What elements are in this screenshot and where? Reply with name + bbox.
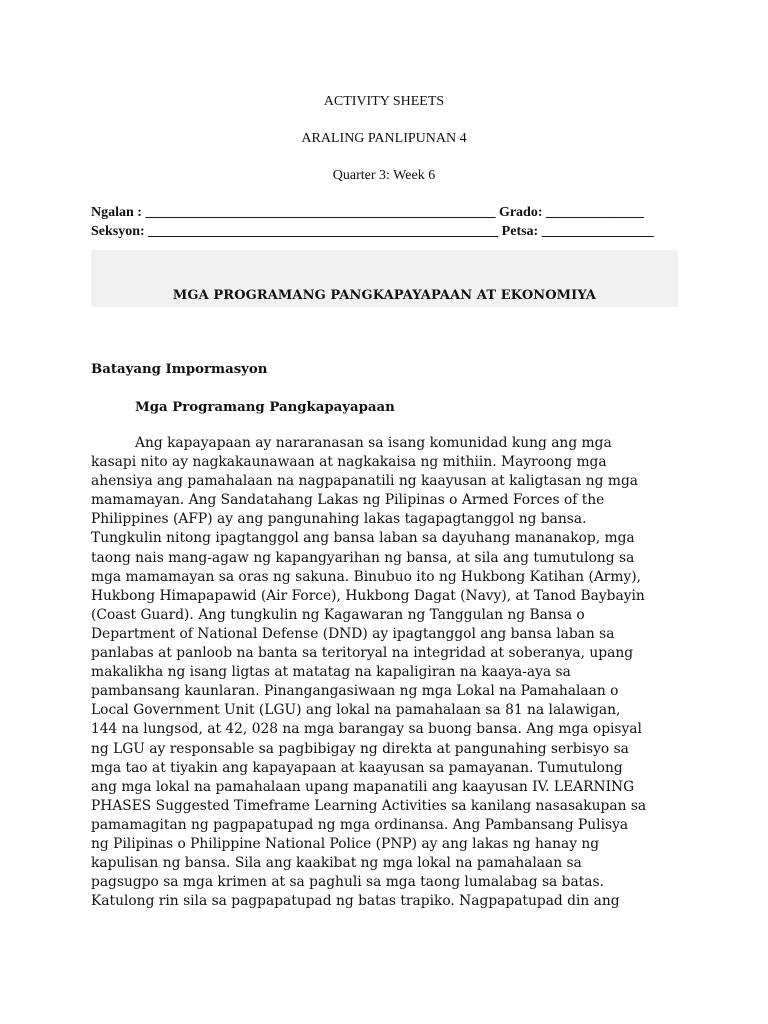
topic-banner-title: MGA PROGRAMANG PANGKAPAYAPAAN AT EKONOMIYA — [172, 288, 597, 303]
paragraph-line: 144 na lungsod, at 42, 028 na mga barangay sa buong bansa. Ang mga opisyal — [91, 721, 642, 738]
section-heading: Batayang Impormasyon — [91, 362, 268, 377]
paragraph-line: pamamagitan ng pagpapatupad ng mga ordinansa. Ang Pambansang Pulisya — [91, 816, 629, 833]
paragraph-line: ahensiya ang pamahalaan na nagpapanatili ng kaayusan at kaligtasan ng mga — [91, 473, 638, 490]
paragraph-line: taong nais mang-agaw ng kapangyarihan ng bansa, at sila ang tumutulong sa — [91, 549, 635, 566]
paragraph-line: kasapi nito ay nagkakaunawaan at nagkakaisa ng mithiin. Mayroong mga — [91, 454, 607, 471]
paragraph-line: makalikha ng isang ligtas at matatag na kapaligiran na kaaya-aya sa — [91, 664, 571, 681]
paragraph-line: pagsugpo sa mga krimen at sa paghuli sa mga taong lumalabag sa batas. — [91, 874, 604, 891]
paragraph-line: (Coast Guard). Ang tungkulin ng Kagawaran ng Tanggulan ng Bansa o — [91, 606, 585, 623]
paragraph-line: mamamayan. Ang Sandatahang Lakas ng Pilipinas o Armed Forces of the — [91, 492, 605, 509]
paragraph-line: Hukbong Himapapawid (Air Force), Hukbong Dagat (Navy), at Tanod Baybayin — [91, 587, 645, 604]
paragraph-line: mga tao at tiyakin ang kapayapaan at kaayusan sa pamayanan. Tumutulong — [91, 759, 623, 776]
paragraph-line: mga mamamayan sa oras ng sakuna. Binubuo ito ng Hukbong Katihan (Army), — [91, 568, 642, 585]
topic-banner — [91, 250, 678, 307]
paragraph-line: panlabas at panloob na banta sa teritoryal na integridad at soberanya, upang — [91, 645, 634, 662]
paragraph-line: ang mga lokal na pamahalaan upang mapanatili ang kaayusan IV. LEARNING — [91, 778, 635, 795]
paragraph-line: ng LGU ay responsable sa pagbibigay ng direkta at pangunahing serbisyo sa — [91, 740, 629, 757]
paragraph-line: kapulisan ng bansa. Sila ang kaakibat ng mga lokal na pamahalaan sa — [91, 855, 582, 872]
paragraph-line: Department of National Defense (DND) ay ipagtanggol ang bansa laban sa — [91, 625, 615, 642]
paragraph-line: Ang kapayapaan ay nararanasan sa isang komunidad kung ang mga — [135, 435, 612, 451]
document-title: ACTIVITY SHEETS — [323, 94, 445, 109]
section-subheading: Mga Programang Pangkapayapaan — [135, 400, 395, 415]
paragraph-line: pambansang kaunlaran. Pinangangasiwaan ng mga Lokal na Pamahalaan o — [91, 683, 619, 700]
paragraph-line: ng Pilipinas o Philippine National Police (PNP) ay ang lakas ng hanay ng — [91, 835, 600, 852]
quarter-week-label: Quarter 3: Week 6 — [332, 168, 436, 183]
paragraph-line: Katulong rin sila sa pagpapatupad ng batas trapiko. Nagpapatupad din ang — [91, 893, 620, 910]
paragraph-line: Tungkulin nitong ipagtanggol ang bansa laban sa dayuhang mananakop, mga — [91, 530, 635, 547]
subject-title: ARALING PANLIPUNAN 4 — [301, 131, 467, 146]
body-paragraph — [91, 434, 691, 911]
paragraph-line: Philippines (AFP) ay ang pangunahing lakas tagapagtanggol ng bansa. — [91, 511, 587, 528]
paragraph-line: Local Government Unit (LGU) ang lokal na pamahalaan sa 81 na lalawigan, — [91, 702, 621, 719]
section-date-field-row[interactable]: Seksyon: __________________________________________________ Petsa: ________________ — [91, 224, 654, 239]
paragraph-line: PHASES Suggested Timeframe Learning Activities sa kanilang nasasakupan sa — [91, 797, 647, 814]
name-grade-field-row[interactable]: Ngalan : __________________________________________________ Grado: ______________ — [91, 205, 644, 220]
